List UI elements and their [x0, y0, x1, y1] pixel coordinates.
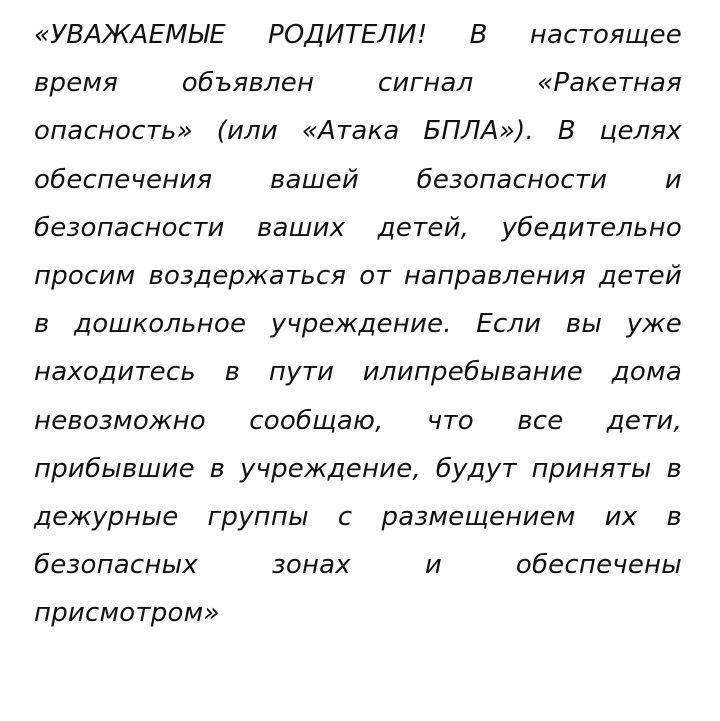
text-line — [34, 20, 682, 68]
word: воздержаться — [148, 260, 347, 291]
word: размещением — [381, 501, 576, 532]
word: просим — [34, 260, 136, 291]
word: группы — [207, 501, 309, 532]
word: обеспечены — [515, 550, 682, 581]
word: пути — [268, 357, 335, 388]
word: от — [359, 260, 391, 291]
text-line — [34, 357, 682, 405]
word: целях — [599, 116, 682, 147]
word: БПЛА»). — [423, 116, 534, 147]
word: прибывшие — [34, 453, 195, 484]
word: «Ракетная — [537, 68, 682, 99]
word: с — [337, 501, 353, 532]
word: илипребывание — [362, 357, 584, 388]
word: и — [664, 164, 682, 195]
text-line — [34, 116, 682, 164]
word: в — [666, 501, 682, 532]
word: уже — [626, 309, 682, 340]
word: детей, — [377, 212, 470, 243]
word: присмотром» — [34, 598, 220, 629]
word: в — [209, 453, 226, 484]
word: (или — [216, 116, 279, 147]
word: опасность» — [34, 116, 193, 147]
word: дети, — [606, 405, 682, 436]
word: в — [666, 453, 682, 484]
word: что — [426, 405, 474, 436]
word: направления — [403, 260, 586, 291]
text-line — [34, 309, 682, 357]
word: дежурные — [34, 501, 179, 532]
word: настоящее — [529, 20, 682, 50]
text-line — [34, 454, 682, 502]
word: сообщаю, — [249, 405, 384, 436]
word: учреждение. — [270, 309, 452, 340]
word: убедительно — [501, 212, 682, 243]
word: будут — [435, 453, 517, 484]
text-line — [34, 213, 682, 261]
word: объявлен — [181, 68, 315, 99]
text-line — [34, 406, 682, 454]
word: невозможно — [34, 405, 206, 436]
text-line — [34, 261, 682, 309]
word: В — [469, 20, 488, 50]
word: находитесь — [34, 357, 196, 388]
word: «УВАЖАЕМЫЕ — [34, 20, 226, 50]
word: безопасных — [34, 550, 198, 581]
text-line — [34, 165, 682, 213]
text-line — [34, 68, 682, 116]
word: РОДИТЕЛИ! — [268, 20, 428, 50]
word: время — [34, 68, 119, 99]
word: приняты — [531, 453, 652, 484]
word: учреждение, — [239, 453, 421, 484]
text-line — [34, 598, 682, 646]
notice-text — [34, 20, 682, 646]
word: в — [224, 357, 241, 388]
word: в — [34, 309, 50, 340]
word: В — [557, 116, 576, 147]
word: их — [604, 501, 638, 532]
word: детей — [598, 260, 682, 291]
word: сигнал — [377, 68, 474, 99]
word: все — [517, 405, 564, 436]
word: и — [424, 550, 442, 581]
word: дома — [611, 357, 682, 388]
word: Если — [476, 309, 542, 340]
word: безопасности — [34, 212, 225, 243]
word: безопасности — [416, 164, 608, 195]
text-line — [34, 502, 682, 550]
word: вы — [565, 309, 603, 340]
text-line — [34, 550, 682, 598]
word: ваших — [256, 212, 346, 243]
word: дошкольное — [74, 309, 247, 340]
word: «Атака — [301, 116, 400, 147]
word: обеспечения — [34, 164, 213, 195]
word: зонах — [271, 550, 351, 581]
word: вашей — [269, 164, 359, 195]
